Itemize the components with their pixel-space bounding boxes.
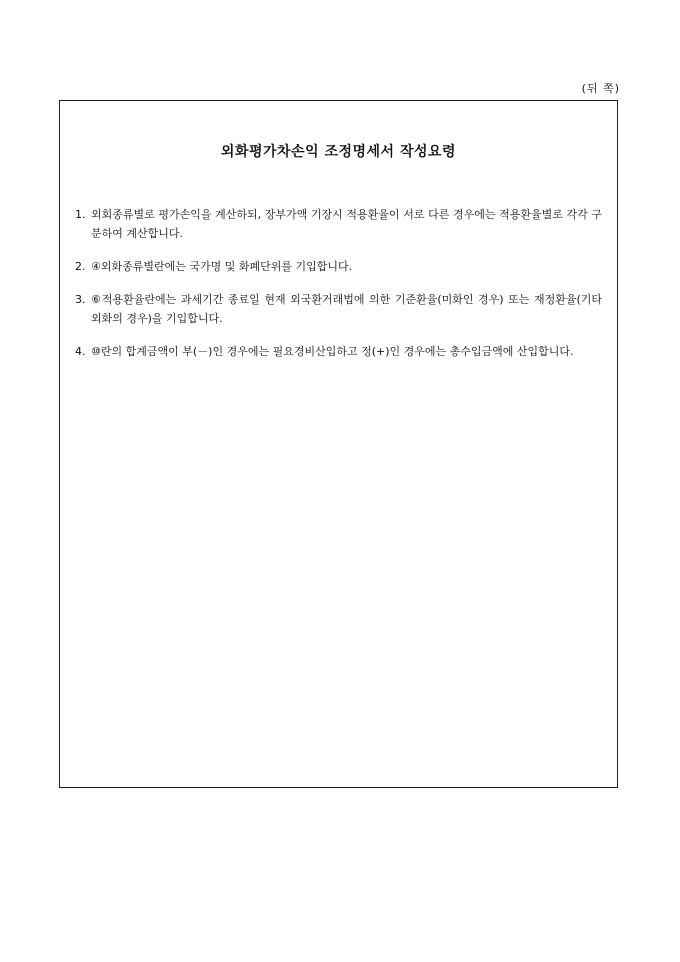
instruction-number: 1.	[75, 208, 86, 221]
instruction-item	[75, 205, 602, 243]
instruction-text: 외회종류별로 평가손익을 계산하되, 장부가액 기장시 적용환율이 서로 다른 경우에는 적용환율별로 각각 구분하여 계산합니다.	[91, 208, 602, 240]
instructions-frame	[59, 100, 618, 788]
instruction-item	[75, 290, 602, 328]
instructions-list	[75, 205, 602, 375]
document-title: 외화평가차손익 조정명세서 작성요령	[220, 144, 457, 160]
page-side-label: (뒤 쪽)	[581, 82, 620, 95]
instruction-text: ④외화종류별란에는 국가명 및 화폐단위를 기입합니다.	[91, 260, 353, 273]
instruction-text: ⑥적용환율란에는 과세기간 종료일 현재 외국환거래법에 의한 기준환율(미화인 경우) 또는 재정환율(기타 외화의 경우)을 기입합니다.	[91, 293, 602, 325]
instruction-text: ⑩란의 합계금액이 부(－)인 경우에는 필요경비산입하고 정(+)인 경우에는 총수입금액에 산입합니다.	[91, 345, 574, 358]
instruction-number: 2.	[75, 260, 86, 273]
instruction-number: 3.	[75, 293, 86, 306]
instruction-item	[75, 342, 602, 361]
instruction-item	[75, 257, 602, 276]
instruction-number: 4.	[75, 345, 86, 358]
